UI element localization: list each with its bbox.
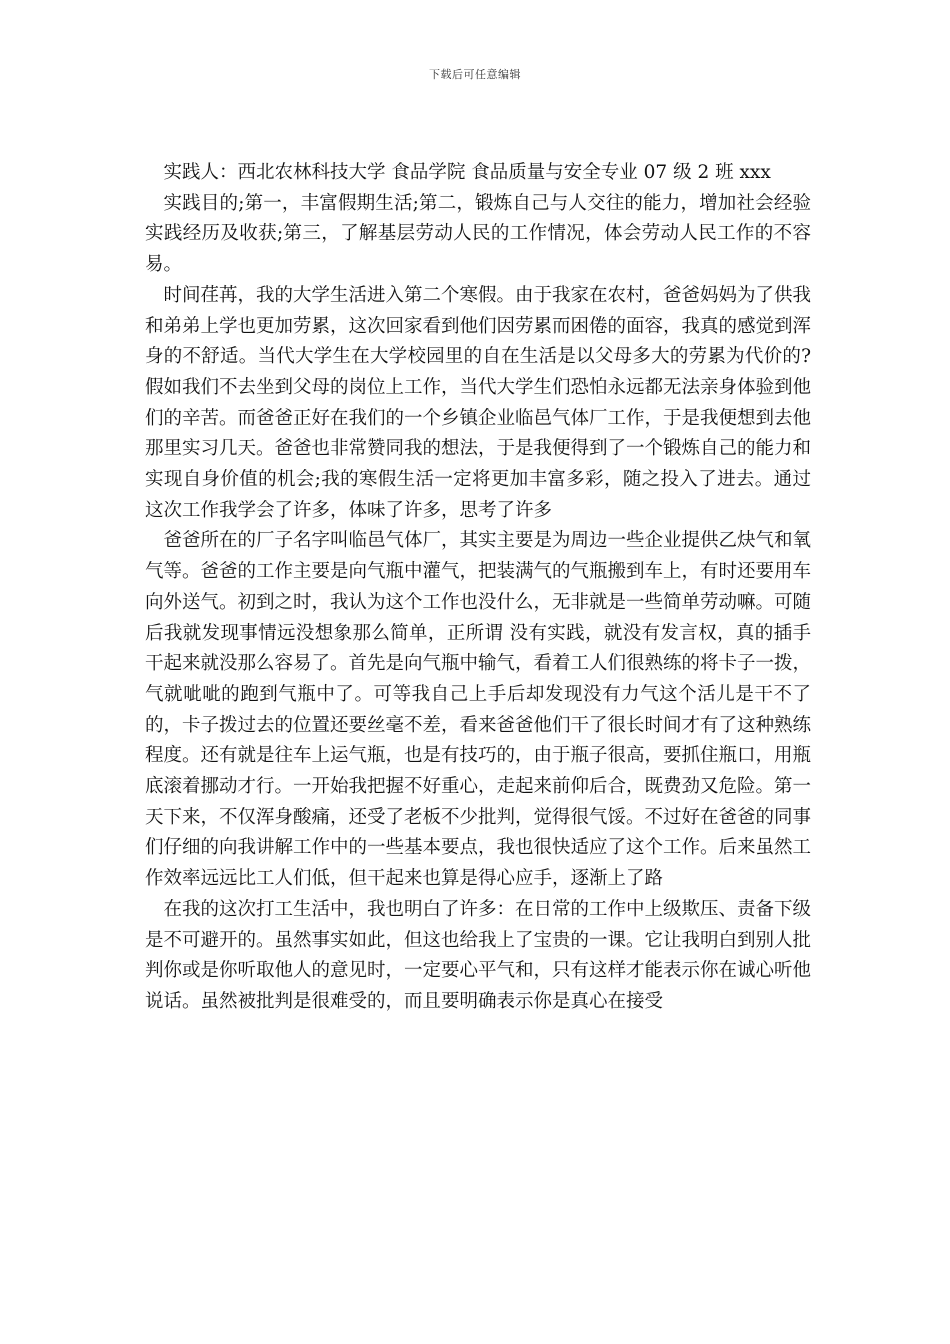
- paragraph-purpose: 实践目的;第一，丰富假期生活;第二，锻炼自己与人交往的能力，增加社会经验实践经历及收获;第三，了解基层劳动人民的工作情况，体会劳动人民工作的不容易。: [145, 192, 811, 276]
- author-line: 实践人：西北农林科技大学 食品学院 食品质量与安全专业 07 级 2 班 xxx: [163, 162, 771, 183]
- paragraph-work-experience: 爸爸所在的厂子名字叫临邑气体厂，其实主要是为周边一些企业提供乙炔气和氧气等。爸爸的工作主要是向气瓶中灌气，把装满气的气瓶搬到车上，有时还要用车向外送气。初到之时，我认为这个工作也没什么，无非就是一些简单劳动嘛。可随后我就发现事情远没想象那么简单，正所谓 没有实践，就没有发言权，真的插手干起来就没那么容易了。首先是向气瓶中输气，看着工人们很熟练的将卡子一拨，气就呲呲的跑到气瓶中了。可等我自己上手后却发现没有力气这个活儿是干不了的，卡子拨过去的位置还要丝毫不差，看来爸爸他们干了很长时间才有了这种熟练程度。还有就是往车上运气瓶，也是有技巧的，由于瓶子很高，要抓住瓶口，用瓶底滚着挪动才行。一开始我把握不好重心，走起来前仰后合，既费劲又危险。第一天下来，不仅浑身酸痛，还受了老板不少批判，觉得很气馁。不过好在爸爸的同事们仔细的向我讲解工作中的一些基本要点，我也很快适应了这个工作。后来虽然工作效率远远比工人们低，但干起来也算是得心应手，逐渐上了路: [145, 530, 812, 890]
- paragraph-reflection: 在我的这次打工生活中，我也明白了许多：在日常的工作中上级欺压、责备下级是不可避开的。虽然事实如此，但这也给我上了宝贵的一课。它让我明白到别人批判你或是你听取他人的意见时，一定要心平气和，只有这样才能表示你在诚心听他说话。虽然被批判是很难受的，而且要明确表示你是真心在接受: [145, 898, 812, 1012]
- paragraph-background: 时间荏苒，我的大学生活进入第二个寒假。由于我家在农村，爸爸妈妈为了供我和弟弟上学也更加劳累，这次回家看到他们因劳累而困倦的面容，我真的感觉到浑身的不舒适。当代大学生在大学校园里的自在生活是以父母多大的劳累为代价的?假如我们不去坐到父母的岗位上工作，当代大学生们恐怕永远都无法亲身体验到他们的辛苦。而爸爸正好在我们的一个乡镇企业临邑气体厂工作，于是我便想到去他那里实习几天。爸爸也非常赞同我的想法，于是我便得到了一个锻炼自己的能力和实现自身价值的机会;我的寒假生活一定将更加丰富多彩，随之投入了进去。通过这次工作我学会了许多，体味了许多，思考了许多: [145, 284, 812, 521]
- document-body: [145, 158, 811, 1018]
- header-note: 下载后可任意编辑: [429, 68, 521, 81]
